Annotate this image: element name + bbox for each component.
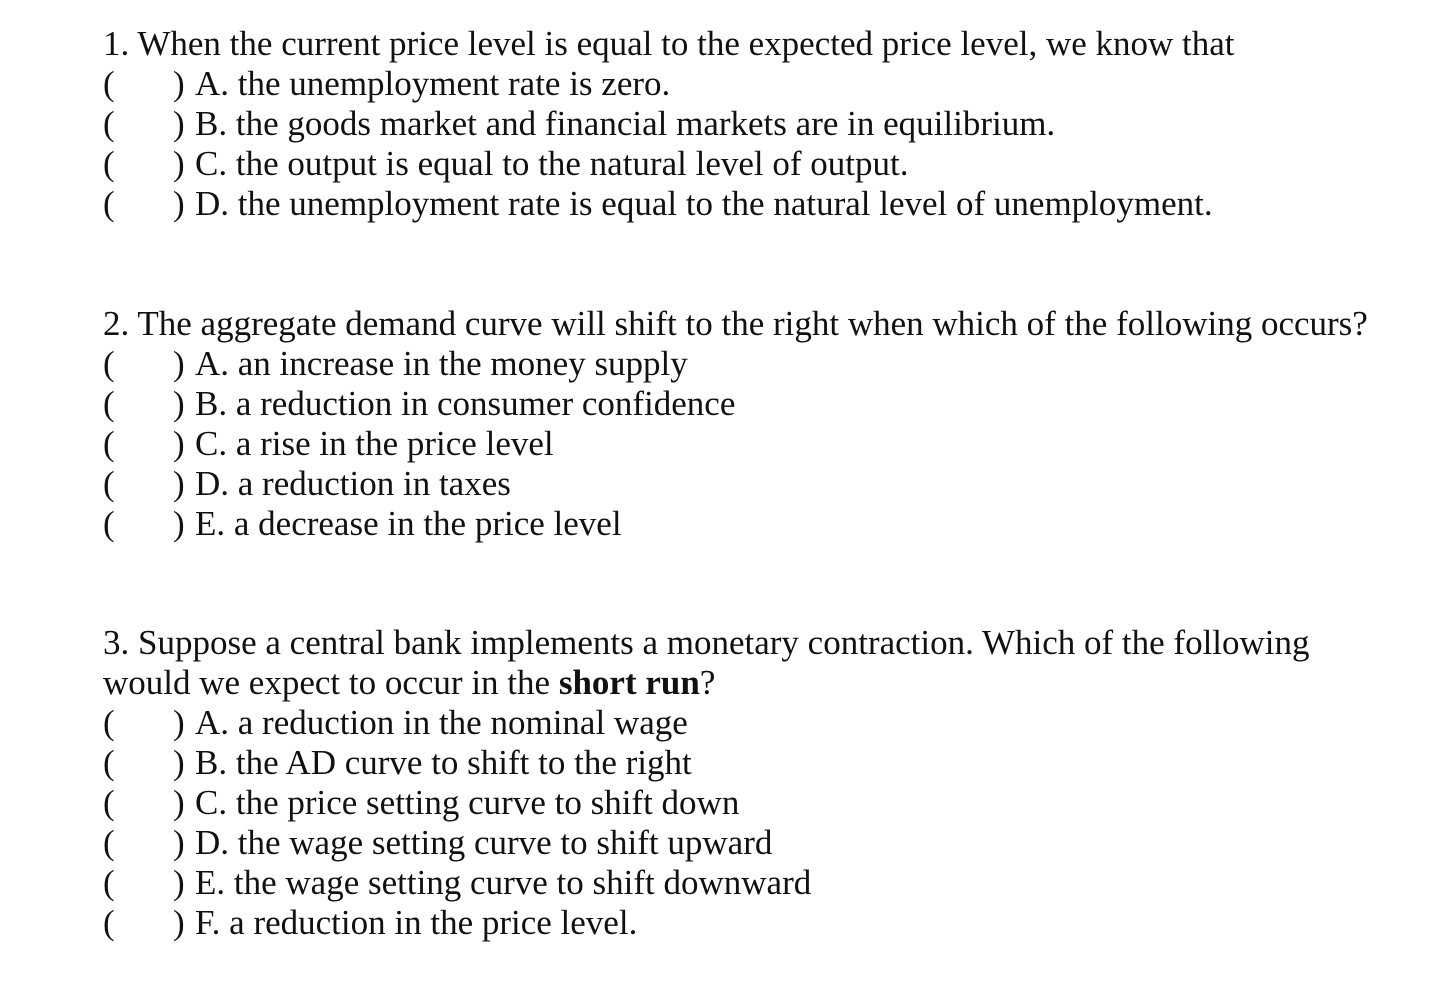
answer-blank-open: ( (103, 424, 115, 463)
answer-blank-open: ( (103, 144, 115, 183)
option-text: C. a rise in the price level (195, 424, 554, 463)
answer-blank-open: ( (103, 504, 115, 543)
question-2 (103, 304, 1413, 544)
answer-blank-open: ( (103, 64, 115, 103)
option-text: A. an increase in the money supply (195, 344, 688, 383)
answer-blank-close: ) (173, 424, 185, 463)
option-text: D. the unemployment rate is equal to the natural level of unemployment. (195, 184, 1213, 223)
answer-blank-close: ) (173, 344, 185, 383)
option-text: C. the price setting curve to shift down (195, 783, 740, 822)
answer-blank-close: ) (173, 504, 185, 543)
question-2-option-e (103, 504, 1413, 544)
option-text: D. a reduction in taxes (195, 464, 511, 503)
answer-blank-open: ( (103, 104, 115, 143)
option-text: D. the wage setting curve to shift upward (195, 823, 773, 862)
stem-emphasis-short-run: short run (558, 663, 700, 702)
question-1-option-b (103, 104, 1413, 144)
answer-blank-close: ) (173, 64, 185, 103)
question-1-option-a (103, 64, 1413, 104)
option-text: B. the goods market and financial markets are in equilibrium. (195, 104, 1056, 143)
stem-text: would we expect to occur in the (103, 663, 559, 702)
question-3-stem (103, 623, 1413, 703)
answer-blank-open: ( (103, 783, 115, 822)
option-text: A. the unemployment rate is zero. (195, 64, 671, 103)
question-3-option-a (103, 703, 1413, 743)
answer-blank-close: ) (173, 184, 185, 223)
answer-blank-open: ( (103, 344, 115, 383)
question-1 (103, 24, 1413, 224)
answer-blank-close: ) (173, 903, 185, 942)
question-2-option-d (103, 464, 1413, 504)
question-1-option-d (103, 184, 1413, 224)
answer-blank-close: ) (173, 703, 185, 742)
option-text: E. a decrease in the price level (195, 504, 622, 543)
option-text: A. a reduction in the nominal wage (195, 703, 688, 742)
answer-blank-close: ) (173, 783, 185, 822)
option-text: E. the wage setting curve to shift downward (195, 863, 812, 902)
answer-blank-close: ) (173, 384, 185, 423)
question-2-option-a (103, 344, 1413, 384)
answer-blank-close: ) (173, 863, 185, 902)
question-1-stem: 1. When the current price level is equal to the expected price level, we know that (103, 24, 1235, 63)
answer-blank-open: ( (103, 384, 115, 423)
stem-text: ? (699, 663, 716, 702)
answer-blank-close: ) (173, 823, 185, 862)
question-3-option-b (103, 743, 1413, 783)
question-3-option-f (103, 903, 1413, 943)
answer-blank-open: ( (103, 703, 115, 742)
answer-blank-open: ( (103, 863, 115, 902)
question-2-option-b (103, 384, 1413, 424)
answer-blank-open: ( (103, 903, 115, 942)
option-text: B. the AD curve to shift to the right (195, 743, 692, 782)
answer-blank-open: ( (103, 464, 115, 503)
question-2-option-c (103, 424, 1413, 464)
question-3-stem-line-2 (103, 663, 1413, 703)
question-3-option-c (103, 783, 1413, 823)
question-3-option-e (103, 863, 1413, 903)
answer-blank-close: ) (173, 464, 185, 503)
answer-blank-open: ( (103, 184, 115, 223)
option-text: B. a reduction in consumer confidence (195, 384, 736, 423)
question-2-stem: 2. The aggregate demand curve will shift to the right when which of the following occurs? (103, 304, 1368, 343)
question-3 (103, 623, 1413, 943)
question-3-option-d (103, 823, 1413, 863)
question-1-option-c (103, 144, 1413, 184)
answer-blank-close: ) (173, 743, 185, 782)
answer-blank-open: ( (103, 743, 115, 782)
option-text: F. a reduction in the price level. (195, 903, 638, 942)
answer-blank-open: ( (103, 823, 115, 862)
option-text: C. the output is equal to the natural level of output. (195, 144, 909, 183)
answer-blank-close: ) (173, 144, 185, 183)
answer-blank-close: ) (173, 104, 185, 143)
question-3-stem-line-1: 3. Suppose a central bank implements a monetary contraction. Which of the following (103, 623, 1310, 662)
